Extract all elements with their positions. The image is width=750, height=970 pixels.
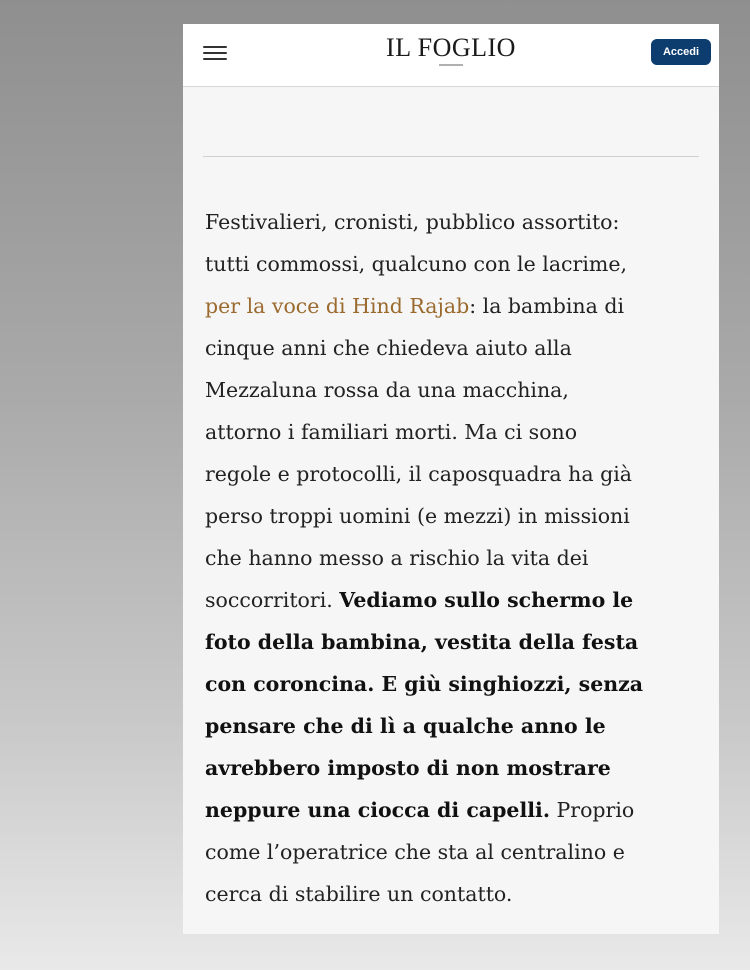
logo-title: IL FOGLIO (386, 33, 516, 62)
article-bold-text: foto della bambina, vestita della festa (205, 630, 639, 654)
article-line (205, 705, 705, 747)
article-text: perso troppi uomini (e mezzi) in missioni (205, 504, 630, 528)
article-line (205, 789, 705, 831)
article-bold-text: neppure una ciocca di capelli. (205, 798, 550, 822)
article-line (205, 495, 705, 537)
article-link[interactable]: per la voce di Hind Rajab (205, 294, 470, 318)
article-body (205, 201, 705, 915)
article-bold-text: pensare che di lì a qualche anno le (205, 714, 606, 738)
article-text: Festivalieri, cronisti, pubblico assortito: (205, 210, 620, 234)
article-line (205, 243, 705, 285)
article-line (205, 369, 705, 411)
article-line (205, 621, 705, 663)
hamburger-menu-icon[interactable] (201, 44, 229, 64)
logo-subtitle-mark (439, 64, 463, 66)
article-line (205, 831, 705, 873)
article-line (205, 663, 705, 705)
article-line (205, 747, 705, 789)
article-line (205, 873, 705, 915)
content-divider (203, 156, 699, 157)
menu-bar (203, 52, 227, 54)
article-text: Proprio (549, 798, 635, 822)
article-text: come l’operatrice che sta al centralino e (205, 840, 625, 864)
article-text: tutti commossi, qualcuno con le lacrime, (205, 252, 627, 276)
article-bold-text: con coroncina. E giù singhiozzi, senza (205, 672, 644, 696)
article-line (205, 201, 705, 243)
login-button[interactable]: Accedi (651, 39, 711, 65)
article-line (205, 285, 705, 327)
article-line (205, 453, 705, 495)
menu-bar (203, 46, 227, 48)
article-line (205, 579, 705, 621)
article-card (183, 24, 719, 934)
site-logo[interactable] (321, 34, 581, 66)
menu-bar (203, 58, 227, 60)
article-line (205, 411, 705, 453)
article-bold-text: Vediamo sullo schermo le (339, 588, 634, 612)
article-line (205, 537, 705, 579)
article-text: : la bambina di (469, 294, 625, 318)
article-text: attorno i familiari morti. Ma ci sono (205, 420, 578, 444)
article-text: cerca di stabilire un contatto. (205, 882, 513, 906)
site-header (183, 24, 719, 87)
article-bold-text: avrebbero imposto di non mostrare (205, 756, 611, 780)
article-text: Mezzaluna rossa da una macchina, (205, 378, 569, 402)
article-text: soccorritori. (205, 588, 340, 612)
article-text: regole e protocolli, il caposquadra ha già (205, 462, 632, 486)
article-text: cinque anni che chiedeva aiuto alla (205, 336, 572, 360)
article-line (205, 327, 705, 369)
article-text: che hanno messo a rischio la vita dei (205, 546, 589, 570)
